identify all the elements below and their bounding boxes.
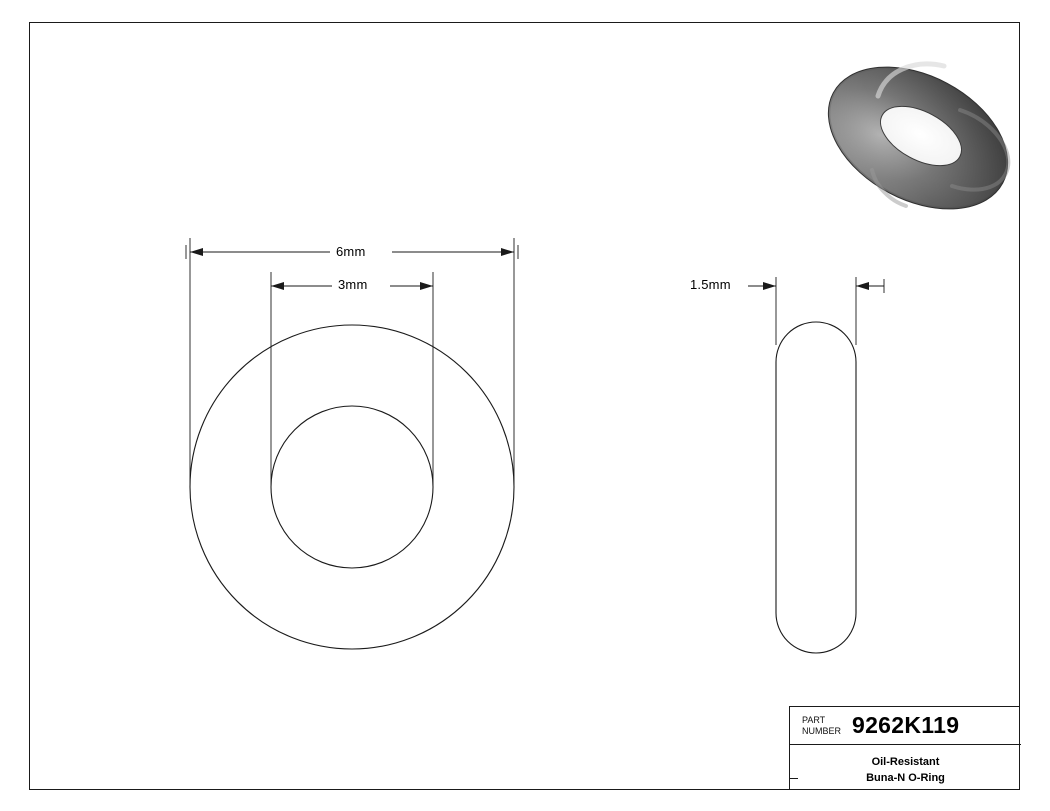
title-block-description xyxy=(790,745,1021,791)
title-block xyxy=(789,706,1020,790)
dimension-label-cross-section: 1.5mm xyxy=(690,277,731,292)
part-number-label-line2: NUMBER xyxy=(802,725,842,736)
dimension-label-inside-diameter: 3mm xyxy=(338,277,368,292)
dimension-label-outside-diameter: 6mm xyxy=(336,244,366,259)
description-line-2: Buna-N O-Ring xyxy=(866,772,945,784)
title-block-tick xyxy=(789,778,798,779)
title-block-part-row xyxy=(790,707,1021,745)
part-number-label-line1: PART xyxy=(802,714,826,725)
sheet-border xyxy=(29,22,1020,790)
description-line-1: Oil-Resistant xyxy=(871,756,940,768)
part-number-value: 9262K119 xyxy=(852,712,960,738)
part-number-label xyxy=(790,715,852,737)
